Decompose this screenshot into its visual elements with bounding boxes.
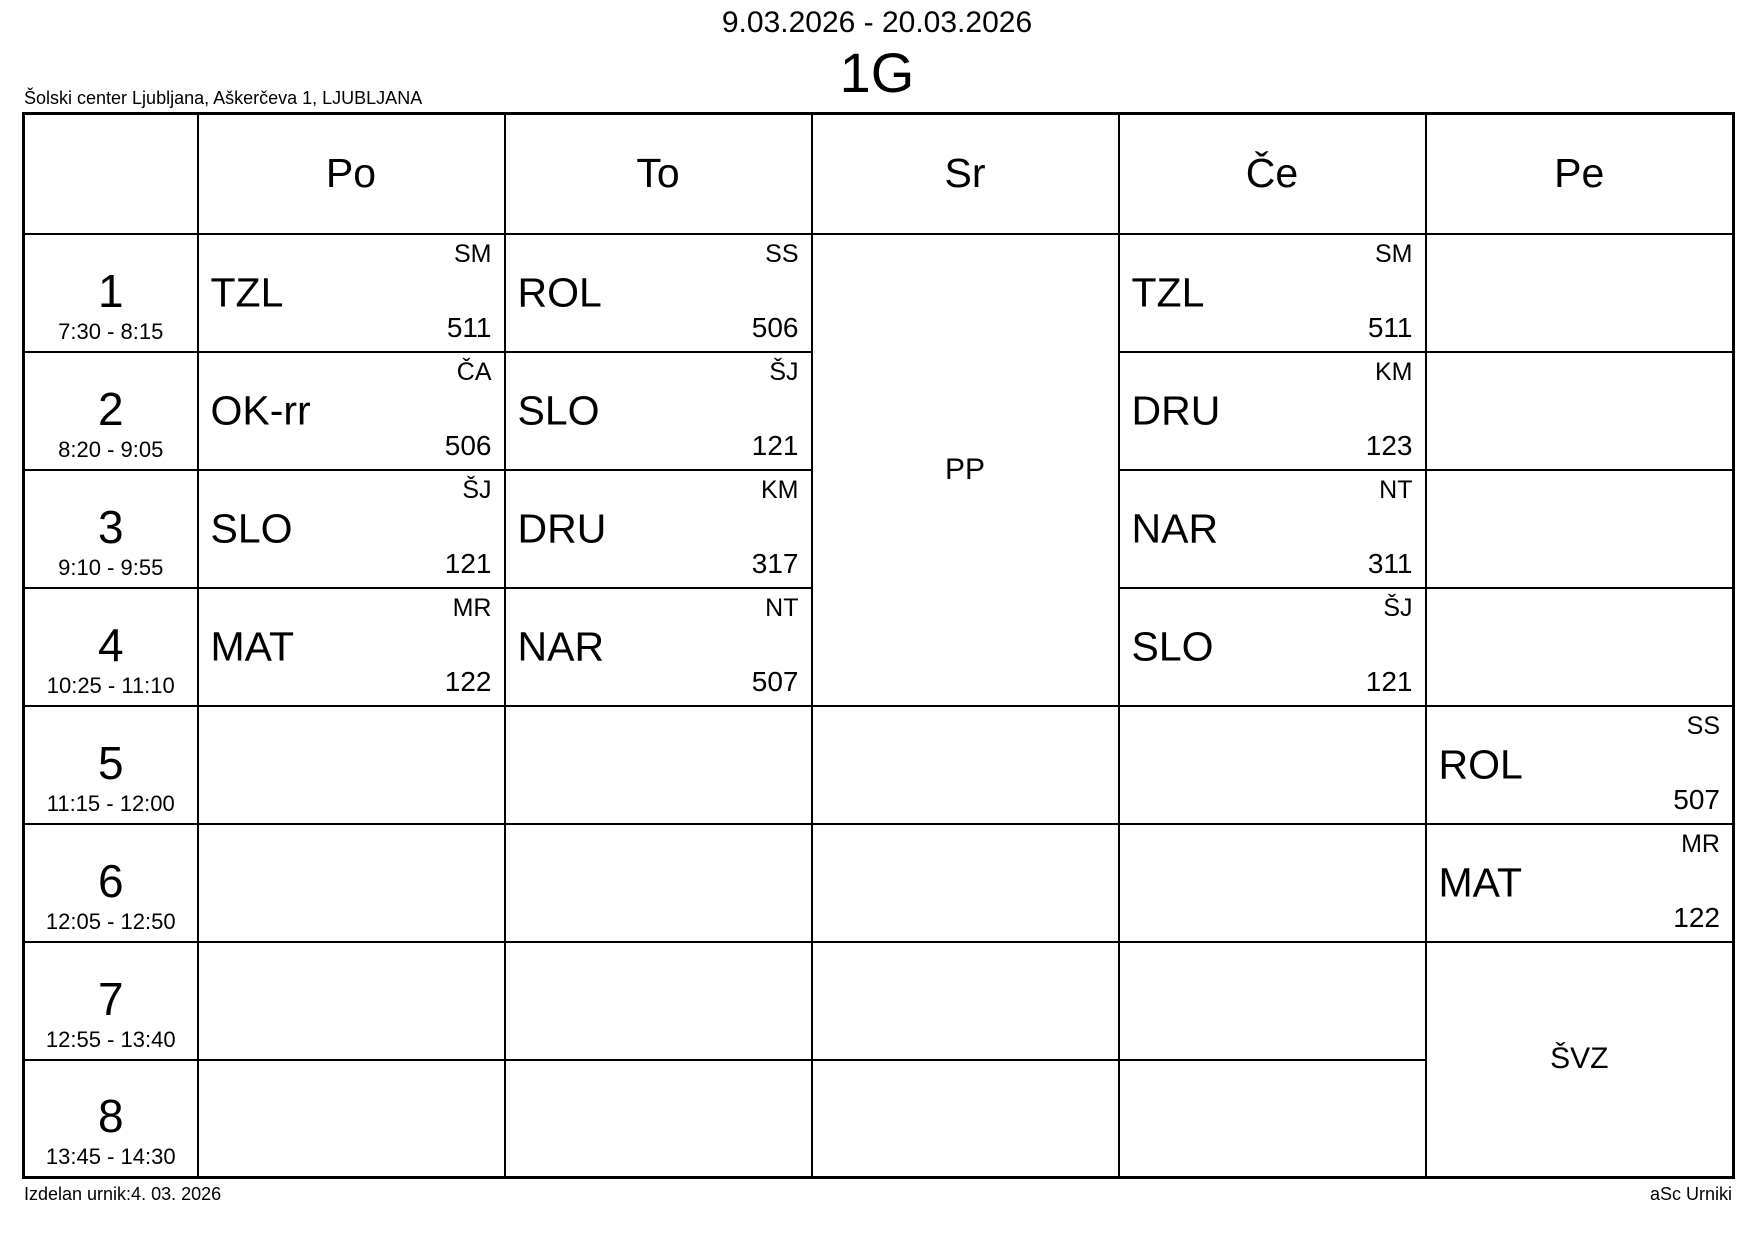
period-time: 9:10 - 9:55 — [58, 554, 164, 580]
subject-label: SLO — [210, 505, 293, 551]
period-number: 8 — [97, 1090, 124, 1143]
timetable-table — [22, 112, 1735, 1179]
date-range: 9.03.2026 - 20.03.2026 — [721, 6, 1033, 39]
teacher-label: MR — [452, 593, 492, 622]
lesson-cell-pe-6 — [1426, 824, 1734, 942]
subject-label: ROL — [1438, 741, 1523, 787]
lesson-cell-sr-7 — [812, 942, 1119, 1060]
lesson-cell-po-4 — [198, 588, 505, 706]
room-label: 121 — [444, 547, 492, 579]
period-number: 3 — [97, 500, 124, 553]
teacher-label: KM — [761, 475, 799, 504]
room-label: 511 — [446, 311, 492, 343]
period-row-1 — [24, 234, 1734, 352]
lesson-cell-sr-8 — [812, 1060, 1119, 1178]
teacher-label: ČA — [456, 357, 492, 386]
period-row-5 — [24, 706, 1734, 824]
teacher-label: SS — [765, 239, 799, 268]
lesson-cell-ce-6 — [1119, 824, 1426, 942]
room-label: 311 — [1367, 547, 1413, 579]
subject-label: MAT — [1438, 859, 1523, 905]
lesson-cell-to-5 — [505, 706, 812, 824]
lesson-cell-pe-5 — [1426, 706, 1734, 824]
period-number: 2 — [97, 382, 124, 435]
day-header-pe: Pe — [1426, 114, 1734, 234]
lesson-cell-to-1 — [505, 234, 812, 352]
teacher-label: SM — [1375, 239, 1413, 268]
period-number: 4 — [97, 618, 124, 671]
period-number: 6 — [97, 854, 124, 907]
subject-label: MAT — [210, 623, 295, 669]
lesson-cell-sr-6 — [812, 824, 1119, 942]
lesson-cell-pe-1 — [1426, 234, 1734, 352]
period-time: 7:30 - 8:15 — [58, 318, 164, 344]
period-row-7 — [24, 942, 1734, 1060]
teacher-label: SM — [454, 239, 492, 268]
lesson-cell-to-2 — [505, 352, 812, 470]
room-label: 507 — [1673, 783, 1720, 815]
room-label: 121 — [1365, 665, 1413, 697]
teacher-label: SS — [1686, 711, 1720, 740]
lesson-cell-ce-2 — [1119, 352, 1426, 470]
corner-cell — [24, 114, 198, 234]
lesson-cell-ce-8 — [1119, 1060, 1426, 1178]
lesson-cell-po-5 — [198, 706, 505, 824]
teacher-label: ŠJ — [462, 475, 492, 504]
period-number: 7 — [97, 972, 124, 1025]
period-time: 12:55 - 13:40 — [45, 1026, 176, 1052]
period-time: 12:05 - 12:50 — [45, 908, 176, 934]
lesson-cell-to-7 — [505, 942, 812, 1060]
lesson-cell-pe-2 — [1426, 352, 1734, 470]
day-header-to: To — [505, 114, 812, 234]
room-label: 317 — [751, 547, 799, 579]
room-label: 123 — [1365, 429, 1413, 461]
lesson-cell-ce-3 — [1119, 470, 1426, 588]
subject-label: PP — [944, 452, 986, 486]
teacher-label: MR — [1681, 829, 1720, 858]
software-credit: aSc Urniki — [1649, 1184, 1732, 1204]
period-cell-1 — [24, 234, 198, 352]
lesson-cell-po-2 — [198, 352, 505, 470]
period-cell-5 — [24, 706, 198, 824]
day-header-row — [24, 114, 1734, 234]
lesson-cell-po-3 — [198, 470, 505, 588]
lesson-cell-ce-1 — [1119, 234, 1426, 352]
lesson-cell-to-4 — [505, 588, 812, 706]
lesson-cell-po-6 — [198, 824, 505, 942]
generated-date-note: Izdelan urnik:4. 03. 2026 — [24, 1184, 222, 1204]
teacher-label: KM — [1375, 357, 1413, 386]
room-label: 506 — [751, 311, 799, 343]
page-title-class-name: 1G — [839, 41, 915, 104]
day-header-po: Po — [198, 114, 505, 234]
period-cell-4 — [24, 588, 198, 706]
room-label: 507 — [751, 665, 799, 697]
room-label: 122 — [444, 665, 492, 697]
period-time: 8:20 - 9:05 — [58, 436, 164, 462]
room-label: 122 — [1673, 901, 1720, 933]
teacher-label: NT — [765, 593, 799, 622]
period-cell-2 — [24, 352, 198, 470]
lesson-cell-po-8 — [198, 1060, 505, 1178]
lesson-cell-to-6 — [505, 824, 812, 942]
lesson-cell-pe-4 — [1426, 588, 1734, 706]
period-cell-8 — [24, 1060, 198, 1178]
lesson-cell-sr-5 — [812, 706, 1119, 824]
day-header-ce: Če — [1119, 114, 1426, 234]
subject-label: ROL — [517, 269, 602, 315]
subject-label: DRU — [1131, 387, 1221, 433]
subject-label: OK-rr — [210, 387, 311, 433]
period-number: 5 — [97, 736, 124, 789]
day-header-sr: Sr — [812, 114, 1119, 234]
school-name: Šolski center Ljubljana, Aškerčeva 1, LJUBLJANA — [24, 88, 423, 108]
period-row-6 — [24, 824, 1734, 942]
subject-label: TZL — [1131, 269, 1205, 315]
lesson-cell-pe-merged — [1426, 942, 1734, 1178]
room-label: 511 — [1367, 311, 1413, 343]
subject-label: TZL — [210, 269, 284, 315]
lesson-cell-to-3 — [505, 470, 812, 588]
lesson-cell-ce-7 — [1119, 942, 1426, 1060]
period-number: 1 — [97, 264, 124, 317]
lesson-cell-po-1 — [198, 234, 505, 352]
lesson-cell-ce-4 — [1119, 588, 1426, 706]
lesson-cell-sr-merged — [812, 234, 1119, 706]
teacher-label: NT — [1379, 475, 1413, 504]
lesson-cell-pe-3 — [1426, 470, 1734, 588]
room-label: 121 — [751, 429, 799, 461]
period-cell-6 — [24, 824, 198, 942]
subject-label: DRU — [517, 505, 607, 551]
lesson-cell-ce-5 — [1119, 706, 1426, 824]
subject-label: NAR — [517, 623, 605, 669]
subject-label: NAR — [1131, 505, 1219, 551]
lesson-cell-po-7 — [198, 942, 505, 1060]
period-time: 11:15 - 12:00 — [46, 790, 175, 816]
period-cell-7 — [24, 942, 198, 1060]
lesson-cell-to-8 — [505, 1060, 812, 1178]
period-time: 13:45 - 14:30 — [45, 1144, 176, 1169]
subject-label: SLO — [517, 387, 600, 433]
subject-label: SLO — [1131, 623, 1214, 669]
teacher-label: ŠJ — [769, 357, 799, 386]
period-time: 10:25 - 11:10 — [46, 672, 175, 698]
period-cell-3 — [24, 470, 198, 588]
room-label: 506 — [444, 429, 492, 461]
subject-label: ŠVZ — [1550, 1042, 1609, 1076]
teacher-label: ŠJ — [1383, 593, 1413, 622]
